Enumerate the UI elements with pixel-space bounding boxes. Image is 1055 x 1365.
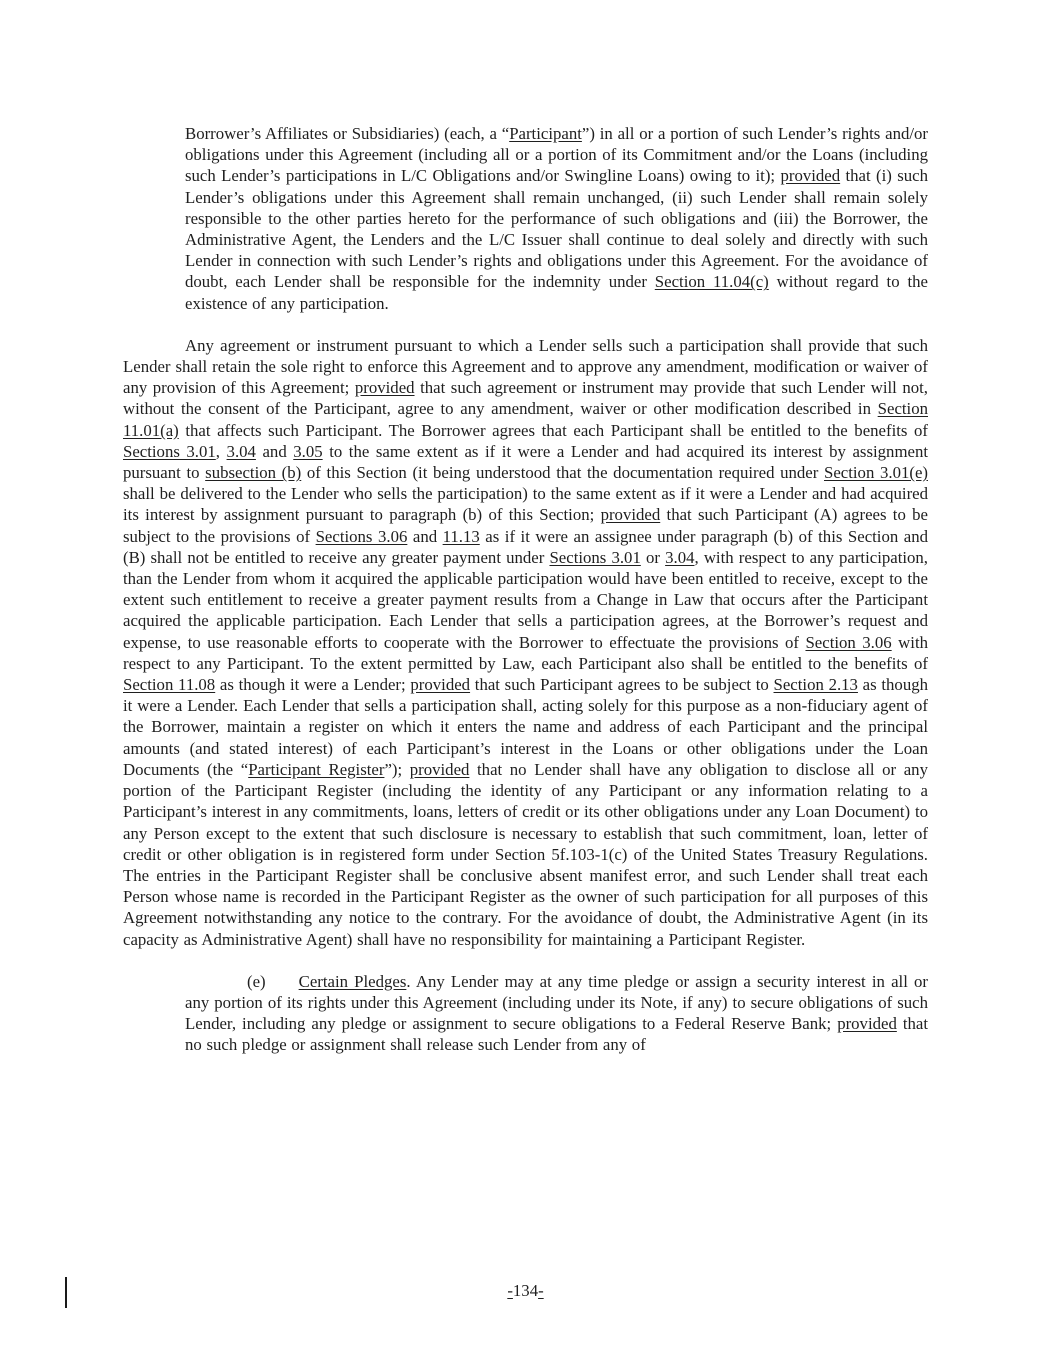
page-number: -134- xyxy=(507,1281,544,1300)
paragraph-participant-register: Any agreement or instrument pursuant to which a Lender sells such a participation shall provide that such Lender shall retain the sole right to enforce this Agreement and to approve any amendment, modification or waiver of any provision of this Agreement; provided that such agreement or instrument may provide that such Lender will not, without the consent of the Participant, agree to any amendment, waiver or other modification described in Section 11.01(a) that affects such Participant. The Borrower agrees that each Participant shall be entitled to the benefits of Sections 3.01, 3.04 and 3.05 to the same extent as if it were a Lender and had acquired its interest by assignment pursuant to subsection (b) of this Section (it being understood that the documentation required under Section 3.01(e) shall be delivered to the Lender who sells the participation) to the same extent as if it were a Lender and had acquired its interest by assignment pursuant to paragraph (b) of this Section; provided that such Participant (A) agrees to be subject to the provisions of Sections 3.06 and 11.13 as if it were an assignee under paragraph (b) of this Section and (B) shall not be entitled to receive any greater payment under Sections 3.01 or 3.04, with respect to any participation, than the Lender from whom it acquired the applicable participation would have been entitled to receive, except to the extent such entitlement to receive a greater payment results from a Change in Law that occurs after the Participant acquired the applicable participation. Each Lender that sells a participation agrees, at the Borrower’s request and expense, to use reasonable efforts to cooperate with the Borrower to effectuate the provisions of Section 3.06 with respect to any Participant. To the extent permitted by Law, each Participant also shall be entitled to the benefits of Section 11.08 as though it were a Lender; provided that such Participant agrees to be subject to Section 2.13 as though it were a Lender. Each Lender that sells a participation shall, acting solely for this purpose as a non-fiduciary agent of the Borrower, maintain a register on which it enters the name and address of each Participant and the principal amounts (and stated interest) of each Participant’s interest in the Loans or other obligations under the Loan Documents (the “Participant Register”); provided that no Lender shall have any obligation to disclose all or any portion of the Participant Register (including the identity of any Participant or any information relating to a Participant’s interest in any commitments, loans, letters of credit or its other obligations under any Loan Document) to any Person except to the extent that such disclosure is necessary to establish that such commitment, loan, letter of credit or other obligation is in registered form under Section 5f.103-1(c) of the United States Treasury Regulations. The entries in the Participant Register shall be conclusive absent manifest error, and such Lender shall treat each Person whose name is recorded in the Participant Register as the owner of such participation for all purposes of this Agreement notwithstanding any notice to the contrary. For the avoidance of doubt, the Administrative Agent (in its capacity as Administrative Agent) shall have no responsibility for maintaining a Participant Register. xyxy=(123,335,929,949)
paragraph-certain-pledges: (e) Certain Pledges. Any Lender may at any time pledge or assign a security interest in all or any portion of its rights under this Agreement (including under its Note, if any) to secure obligations of such Lender, including any pledge or assignment to secure obligations to a Federal Reserve Bank; provided that no such pledge or assignment shall release such Lender from any of xyxy=(185,971,928,1055)
change-bar xyxy=(65,1277,67,1308)
paragraph-participations-continuation: Borrower’s Affiliates or Subsidiaries) (each, a “Participant”) in all or a portion of such Lender’s rights and/or obligations under this Agreement (including all or a portion of its Commitment and/or the Loans (including such Lender’s participations in L/C Obligations and/or Swingline Loans) owing to it); provided that (i) such Lender’s obligations under this Agreement shall remain unchanged, (ii) such Lender shall remain solely responsible to the other parties hereto for the performance of such obligations and (iii) the Borrower, the Administrative Agent, the Lenders and the L/C Issuer shall continue to deal solely and directly with such Lender in connection with such Lender’s rights and obligations under this Agreement. For the avoidance of doubt, each Lender shall be responsible for the indemnity under Section 11.04(c) without regard to the existence of any participation. xyxy=(185,124,928,313)
page-footer xyxy=(123,1280,928,1301)
